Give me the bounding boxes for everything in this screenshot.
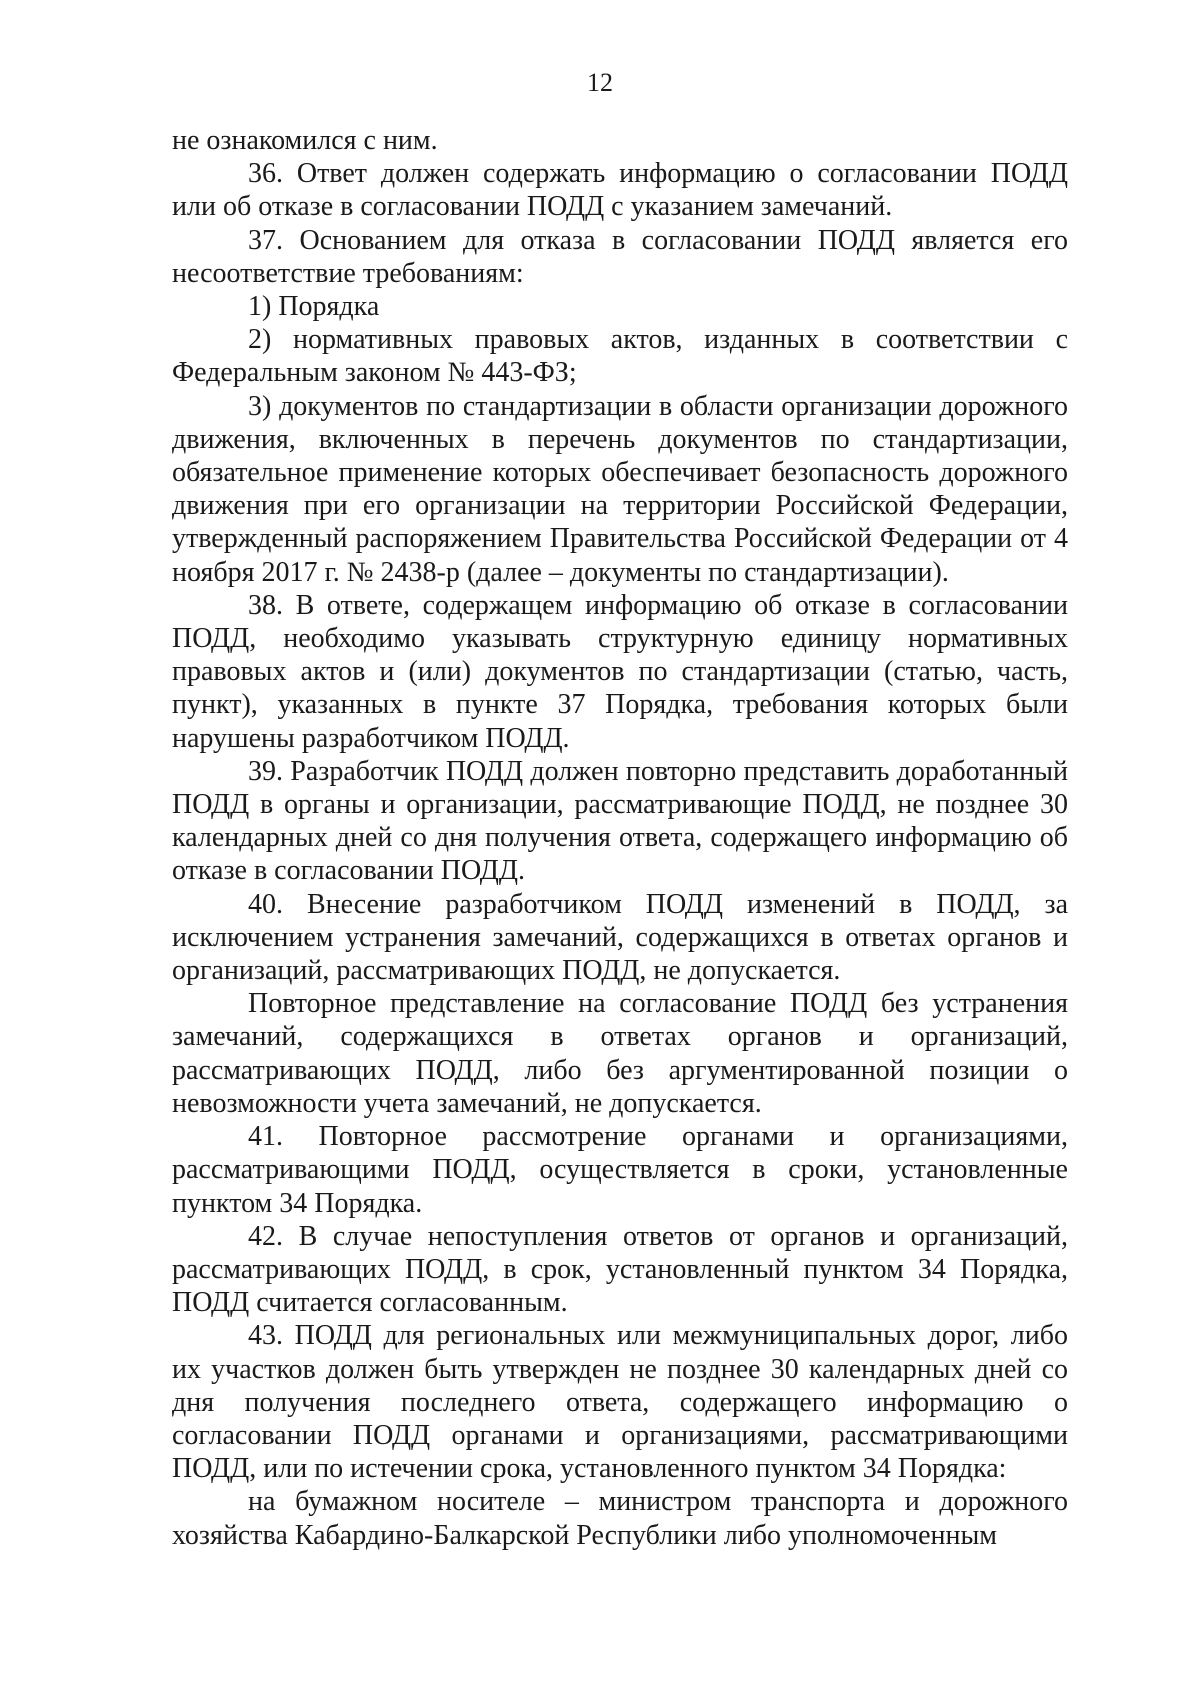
document-body bbox=[172, 124, 1068, 1552]
page-number: 12 bbox=[587, 68, 613, 97]
paragraph-item-43: 43. ПОДД для региональных или межмуниципальных дорог, либо их участков должен быть утвержден не позднее 30 календарных дней со дня получения последнего ответа, содержащего информацию о согласовании ПОДД органами и организациями, рассматривающими ПОДД, или по истечении срока, установленного пунктом 34 Порядка: bbox=[172, 1320, 1068, 1485]
paragraph-item-38: 38. В ответе, содержащем информацию об отказе в согласовании ПОДД, необходимо указывать структурную единицу нормативных правовых актов и (или) документов по стандартизации (статью, часть, пункт), указанных в пункте 37 Порядка, требования которых были нарушены разработчиком ПОДД. bbox=[172, 589, 1068, 754]
paragraph-item-36: 36. Ответ должен содержать информацию о согласовании ПОДД или об отказе в согласовании ПОДД с указанием замечаний. bbox=[172, 158, 1068, 223]
paragraph-item-40: 40. Внесение разработчиком ПОДД изменений в ПОДД, за исключением устранения замечаний, содержащихся в ответах органов и организаций, рассматривающих ПОДД, не допускается. bbox=[172, 888, 1068, 987]
paragraph-item-43-paper: на бумажном носителе – министром транспорта и дорожного хозяйства Кабардино-Балкарской Республики либо уполномоченным bbox=[172, 1486, 1068, 1551]
paragraph-item-37: 37. Основанием для отказа в согласовании ПОДД является его несоответствие требованиям: bbox=[172, 224, 1068, 289]
paragraph-item-41: 41. Повторное рассмотрение органами и организациями, рассматривающими ПОДД, осуществляется в сроки, установленные пунктом 34 Порядка. bbox=[172, 1121, 1068, 1219]
paragraph-continuation: не ознакомился с ним. bbox=[172, 125, 438, 156]
paragraph-item-40-cont: Повторное представление на согласование ПОДД без устранения замечаний, содержащихся в ответах органов и организаций, рассматривающих ПОДД, либо без аргументированной позиции о невозможности учета замечаний, не допускается. bbox=[172, 988, 1068, 1119]
paragraph-item-37-3: 3) документов по стандартизации в области организации дорожного движения, включенных в перечень документов по стандартизации, обязательное применение которых обеспечивает безопасность дорожного движения при его организации на территории Российской Федерации, утвержденный распоряжением Правительства Российской Федерации от 4 ноября 2017 г. № 2438-р (далее – документы по стандартизации). bbox=[172, 390, 1068, 588]
paragraph-item-37-1: 1) Порядка bbox=[248, 291, 380, 323]
paragraph-item-39: 39. Разработчик ПОДД должен повторно представить доработанный ПОДД в органы и организации, рассматривающие ПОДД, не позднее 30 календарных дней со дня получения ответа, содержащего информацию об отказе в согласовании ПОДД. bbox=[172, 755, 1068, 887]
paragraph-item-37-2: 2) нормативных правовых актов, изданных в соответствии с Федеральным законом № 443-ФЗ; bbox=[172, 324, 1068, 389]
paragraph-item-42: 42. В случае непоступления ответов от органов и организаций, рассматривающих ПОДД, в срок, установленный пунктом 34 Порядка, ПОДД считается согласованным. bbox=[172, 1220, 1068, 1319]
